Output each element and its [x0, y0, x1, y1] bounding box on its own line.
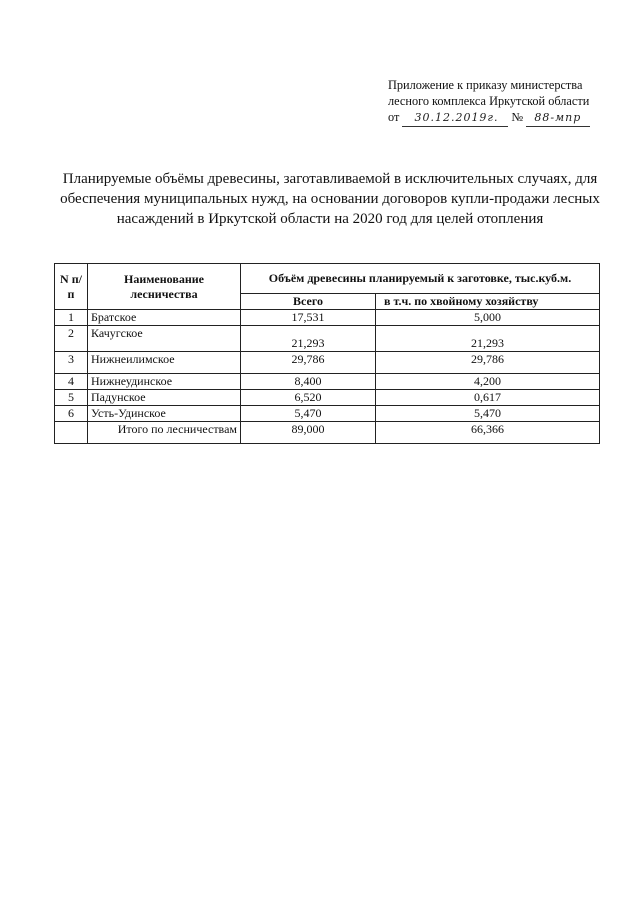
table-row: [55, 310, 600, 326]
row-coniferous: 0,617: [376, 390, 600, 406]
volume-table: [54, 263, 600, 444]
row-name: Нижнеудинское: [88, 374, 241, 390]
header-num: N п/п: [55, 264, 88, 310]
row-num: 2: [55, 326, 88, 352]
summary-total: 89,000: [241, 422, 376, 444]
row-name: Нижнеилимское: [88, 352, 241, 374]
annex-line-2: лесного комплекса Иркутской области: [388, 94, 590, 108]
annex-header: [388, 77, 628, 127]
table-row: [55, 374, 600, 390]
row-num: 4: [55, 374, 88, 390]
annex-line-1: Приложение к приказу министерства: [388, 78, 583, 92]
row-coniferous: 4,200: [376, 374, 600, 390]
row-num: 3: [55, 352, 88, 374]
row-coniferous: 29,786: [376, 352, 600, 374]
annex-date-line: [388, 109, 628, 127]
row-num: 1: [55, 310, 88, 326]
row-total: 29,786: [241, 352, 376, 374]
header-volume: Объём древесины планируемый к заготовке, тыс.куб.м.: [241, 264, 600, 294]
row-coniferous: 5,470: [376, 406, 600, 422]
document-title: Планируемые объёмы древесины, заготавливаемой в исключительных случаях, для обеспечения муниципальных нужд, на основании договоров купли-продажи лесных насаждений в Иркутской области на 2020 год для целей отопления: [60, 171, 600, 227]
row-num: 5: [55, 390, 88, 406]
summary-num-empty: [55, 422, 88, 444]
header-name: Наименование лесничества: [88, 264, 241, 310]
table-row: [55, 390, 600, 406]
row-num: 6: [55, 406, 88, 422]
row-total: 5,470: [241, 406, 376, 422]
row-name: Братское: [88, 310, 241, 326]
row-total: 6,520: [241, 390, 376, 406]
summary-coniferous: 66,366: [376, 422, 600, 444]
row-coniferous: 21,293: [376, 326, 600, 352]
row-name: Падунское: [88, 390, 241, 406]
header-total: Всего: [241, 294, 376, 310]
row-name: Качугское: [88, 326, 241, 352]
header-coniferous: в т.ч. по хвойному хозяйству: [376, 294, 600, 310]
number-label: №: [511, 110, 524, 124]
row-name: Усть-Удинское: [88, 406, 241, 422]
row-total: 17,531: [241, 310, 376, 326]
summary-row: [55, 422, 600, 444]
summary-label: Итого по лесничествам: [88, 422, 241, 444]
handwritten-number: 88-мпр: [526, 110, 590, 127]
handwritten-date: 30.12.2019г.: [402, 110, 508, 127]
row-total: 21,293: [241, 326, 376, 352]
table-row: [55, 326, 600, 352]
table-row: [55, 352, 600, 374]
from-label: от: [388, 110, 400, 124]
row-coniferous: 5,000: [376, 310, 600, 326]
table-row: [55, 406, 600, 422]
row-total: 8,400: [241, 374, 376, 390]
